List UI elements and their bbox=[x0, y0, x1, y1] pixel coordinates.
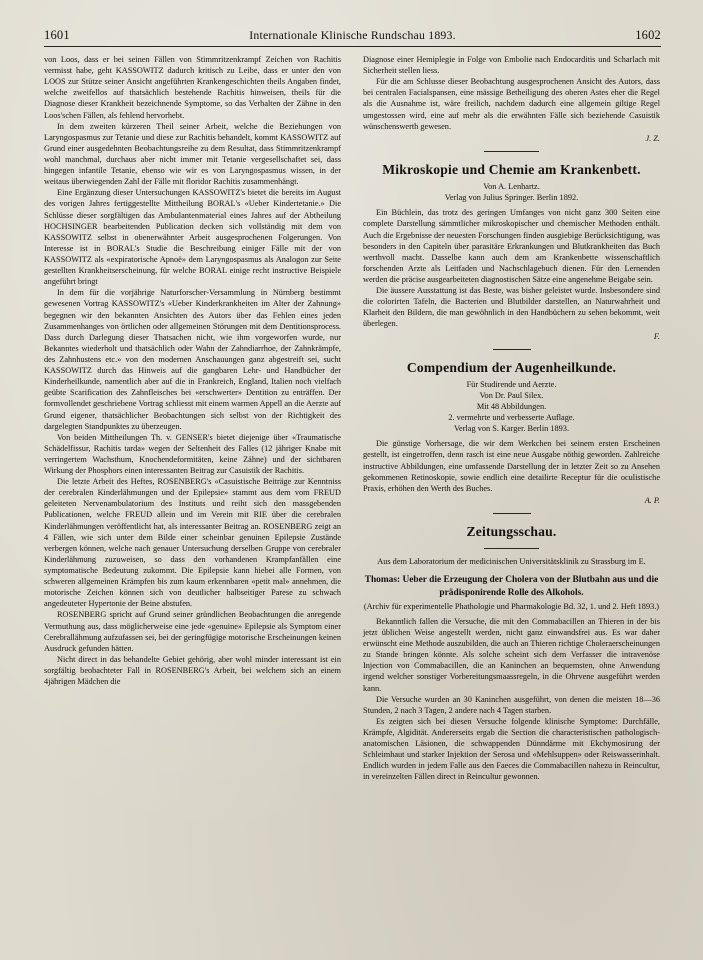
left-column bbox=[44, 54, 341, 687]
review-edition: 2. vermehrte und verbesserte Auflage. bbox=[448, 413, 575, 423]
news-source: Aus dem Laboratorium der medicinischen Universitätsklinik zu Strassburg im E. bbox=[377, 557, 646, 567]
review-title: Mikroskopie und Chemie am Krankenbett. bbox=[382, 161, 641, 177]
folio-left: 1601 bbox=[44, 28, 70, 42]
review-publisher: Verlag von S. Karger. Berlin 1893. bbox=[453, 424, 570, 434]
paragraph: Für die am Schlusse dieser Beobachtung ausgesprochenen Ansicht des Autors, dass bei centralen Facialspansen, eine mässige Betheiligung des oberen Astes eher die Regel als die Ausnahme ist, wäre freilich, nachdem dadurch eine allgemein giltige Regel umgestossen wird, eine auf mehr als die erwähnten Fälle sich beziehende Casuistik wünschenswerth gewesen. bbox=[363, 77, 660, 131]
two-column-body bbox=[44, 54, 661, 783]
paragraph: Bekanntlich fallen die Versuche, die mit den Commabacillen an Thieren in der bis jetzt üblichen Weise angestellt werden, nicht ganz einwandsfrei aus. Es war daher erwünscht eine Methode auszubilden, die auch an Thieren richtige Choleraerscheinungen zu Stande bringen könnte. Als solche scheint sich dem Verfasser die intravenöse Injection von Commabacillen, die an Kaninchen an bequemsten, ohne Anwendung irgend welcher sonstiger Vorbereitungsmaassregeln, in die Ohrvene ausgeführt werden kann. bbox=[363, 616, 660, 693]
signature: J. Z. bbox=[645, 133, 660, 143]
news-article-source: (Archiv für experimentelle Phathologie und Pharmakologie Bd. 32, 1. und 2. Heft 1893.) bbox=[363, 601, 660, 611]
review-title: Compendium der Augenheilkunde. bbox=[406, 359, 617, 375]
section-divider bbox=[493, 513, 531, 514]
signature: A. P. bbox=[644, 495, 660, 505]
section-divider bbox=[493, 349, 531, 350]
review-byline: Von A. Lenhartz. bbox=[483, 182, 540, 192]
journal-title: Internationale Klinische Rundschau 1893. bbox=[249, 28, 456, 42]
review-byline: Von Dr. Paul Silex. bbox=[479, 390, 544, 400]
signature: F. bbox=[653, 331, 660, 341]
paragraph: Diagnose einer Hemiplegie in Folge von Embolie nach Endocarditis und Scharlach mit Sicherheit stellen liess. bbox=[363, 55, 660, 76]
paragraph: von Loos, dass er bei seinen Fällen von Stimmritzenkrampf Zeichen von Rachitis vermisst habe, geht KASSOWITZ dadurch kritisch zu Leibe, dass er unter den von LOOS zur Stütze seiner Ansicht angeführten Krankengeschichten theils Angaben findet, welche zweifellos auf thatsächlich bestehende Rachitis hinweisen, theils für die Diagnose dieser Krankheit bezeichnende Symptome, so das Verhalten der Zähne in den Loos'schen Fällen, als fehlend hervorhebt. bbox=[44, 55, 341, 120]
section-divider bbox=[484, 548, 539, 549]
paragraph: Ein Büchlein, das trotz des geringen Umfanges von nicht ganz 300 Seiten eine complete Darstellung sämmtlicher mikroskopischer und chemischer Methoden enthält. Auch die Ergebnisse der neuesten Forschungen finden ausgiebige Berücksichtigung, was besonders in den Capiteln über parasitäre Erkrankungen und Blutkrankheiten das Buch werthvoll macht. Dasselbe kann auch dem am Krankenbette wissenschaftlich forschenden Arzte als Leitfaden und Nachschlagebuch dienen. Für den Lernenden werden die präcise ausgearbeiteten diagnostischen Sätze eine angenehme Beigabe sein. bbox=[363, 208, 660, 284]
running-head bbox=[44, 28, 661, 43]
paragraph: ROSENBERG spricht auf Grund seiner gründlichen Beobachtungen die anregende Vermuthung aus, dass möglicherweise eine jede «genuine» Epilepsie als Symptom einer Cerebrallähmung aufzufassen sei, bei der geringfügige motorische Erscheinungen keinen Ausdruck gefunden hätten. bbox=[44, 610, 341, 653]
head-rule bbox=[44, 46, 661, 47]
paragraph: Die günstige Vorhersage, die wir dem Werkchen bei seinem ersten Erscheinen gestellt, ist eingetroffen, denn rasch ist eine neue Ausgabe nöthig geworden. Zahlreiche instructive Abbildungen, eine umfassende Darstellung der in letzter Zeit so zu Ansehen gekommenen Retinoskopie, sowie endlich eine detailirte Receptur für die oculistische Praxis, erhöhen den Werth des Buches. bbox=[363, 439, 660, 493]
review-illustrations: Mit 48 Abbildungen. bbox=[476, 402, 547, 412]
section-divider bbox=[484, 151, 539, 152]
review-subtitle: Für Studirende und Aerzte. bbox=[466, 379, 557, 389]
paragraph: In dem für die vorjährige Naturforscher-Versammlung in Nürnberg bestimmt gewesenen Vortrag KASSOWITZ's «Ueber Kinderkrankheiten im Alter der Zahnung» begegnen wir den bekannten Ansichten des Autors über das Fehlen eines jeden Zusammenhanges von örtlichen oder allgemeinen Störungen mit dem Dentitionsprocess. Dass durch Darlegung dieser Thatsachen nicht, wie ihm vorgeworfen wurde, nur Bekanntes wiederholt und thatsächlich oder Wahn der Zahndiarrhoe, der Zahnkrämpfe, des Zahnhustens etc.» von den modernen Anschauungen ganz abgestreift sei, sucht KASSOWITZ durch das Hinweis auf die gangbaren Lehr- und Handbücher der Kinderheilkunde, namentlich aber auf die in Frankreich, England, Italien noch vielfach geübte Scarification des Zahnfleisches bei «erschwerter» Dentition zu enträffen. Der formvollendet geschriebene Vortrag schliesst mit einem warmen Appell an die Aerzte auf Grund eigener, thatsächlicher Beobachtungen sich selbst von der Richtigkeit des dargelegten Standpunktes zu überzeugen. bbox=[44, 288, 341, 431]
review-publisher: Verlag von Julius Springer. Berlin 1892. bbox=[444, 193, 579, 203]
news-article-title: Thomas: Ueber die Erzeugung der Cholera von der Blutbahn aus und die prädisponirende Rolle des Alkohols. bbox=[364, 575, 659, 598]
news-section-heading: Zeitungsschau. bbox=[466, 524, 557, 540]
paragraph: Es zeigten sich bei diesen Versuche folgende klinische Symptome: Durchfälle, Krämpfe, Algidität. Andererseits ergab die Section die characteristischen pathologisch-anatomischen Läsionen, die schwappenden Dünndärme mit Ekchymosirung der Schleimhaut und starker Injektion der Serosa und «Mehlsuppen» oder Reiswasserinhalt. Endlich wurden in jedem Falle aus den Faeces die Commabacillen nahezu in Reincultur, in vereinzelten Fällen direct in Reincultur gewonnen. bbox=[363, 716, 660, 782]
page-content bbox=[44, 28, 661, 928]
paragraph: Eine Ergänzung dieser Untersuchungen KASSOWITZ's bietet die bereits im August des vorigen Jahres fertiggestellte Mittheilung BORAL's «Ueber Kindertetanie.» Die Schlüsse dieser sorgfältigen das Ambulantenmaterial eines Jahres auf der Abtheilung HOCHSINGER bearbeitenden Publication decken sich vollständig mit dem von KASSOWITZ selbst in obenerwähnter Arbeit ausgesprochenen Folgerungen. Von Interesse ist in BORAL's Studie die Beschreibung einiger Fälle mit der von KASSOWITZ als «expiratorische Apnoë» dem Laryngospasmus als Analogon zur Seite gestellten Krankheitserscheinung, für welche BORAL einige recht instructive Beispiele angeführt bringt bbox=[44, 188, 341, 287]
paragraph: Nicht direct in das behandelte Gebiet gehörig, aber wohl minder interessant ist ein sorgfältig beobachteter Fall in ROSENBERG's Arbeit, bei welchem sich an einem 4jährigen Mädchen die bbox=[44, 654, 341, 687]
paragraph: Die letzte Arbeit des Heftes, ROSENBERG's «Casuistische Beiträge zur Kenntniss der cerebralen Kinderlähmungen und der Epilepsie» stammt aus dem vom FREUD geleiteten Nervenambulatorium des Instituts und reiht sich den massgebenden Publicationen, welche FREUD allein und im Verein mit RIE über die cerebralen Kinderlähmungen veröffentlicht hat, als interessanter Beitrag an. ROSENBERG zeigt an 4 Fällen, wie sich unter dem Bilde einer scheinbar genuinen Epilepsie Zustände verbergen können, welche nach genauer Untersuchung derselben Gruppe von cerebraler Kinderlähmung zuzuweisen, so dass den vorhandenen Krampfanfällen eine symptomatische Bedeutung zukommt. Die Epilepsie kann hiebei alle Formen, von schweren allgemeinen Krämpfen bis zum kaum erkennbaren «petit mal» annehmen, die motorische Zeichen können sich von deutlicher halbseitiger Parese zu schwach angedeuteter Hypertonie der Beine abstufen. bbox=[44, 477, 341, 609]
paragraph: Von beiden Mittheilungen Th. v. GENSER's bietet diejenige über «Traumatische Schädelfissur, Rachitis tarda» wegen der Seltenheit des Falles (12 jähriger Knabe mit verringertem Wachsthum, Knochendeformitäten, keine Zähne) und der sichtbaren Wirkung der Phosphors einen interessanten Beitrag zur Casuistik der Rachitis. bbox=[44, 432, 341, 476]
paragraph: Die Versuche wurden an 30 Kaninchen ausgeführt, von denen die meisten 18—36 Stunden, 2 nach 3 Tagen, 2 andere nach 4 Tagen starben. bbox=[363, 694, 660, 715]
paragraph: In dem zweiten kürzeren Theil seiner Arbeit, welche die Beziehungen von Laryngospasmus zur Tetanie und diese zur Rachitis behandelt, kommt KASSOWITZ auf Grund einer ausgedehnten Beobachtungsreihe zu dem Resultat, dass Stimmritzenkrampf wohl manchmal, durchaus aber nicht immer mit Tetanie vergesellschaftet sei, dass hingegen infantile Tetanie, ebenso wie wir es von Laryngospasmus wissen, in der weitaus überwiegenden Zahl der Fälle mit floridor Rachitis zusammenhängt. bbox=[44, 121, 341, 187]
right-column bbox=[363, 54, 660, 783]
folio-right: 1602 bbox=[635, 28, 661, 42]
paragraph: Die äussere Ausstattung ist das Beste, was bisher geleistet wurde. Insbesondere sind die colorirten Tafeln, die Bacterien und Blutbilder darstellen, an Naturwahrheit und Klarheit den Bildern, die man gewöhnlich in den Handbüchern zu sehen bekommt, weit überlegen. bbox=[363, 286, 660, 329]
